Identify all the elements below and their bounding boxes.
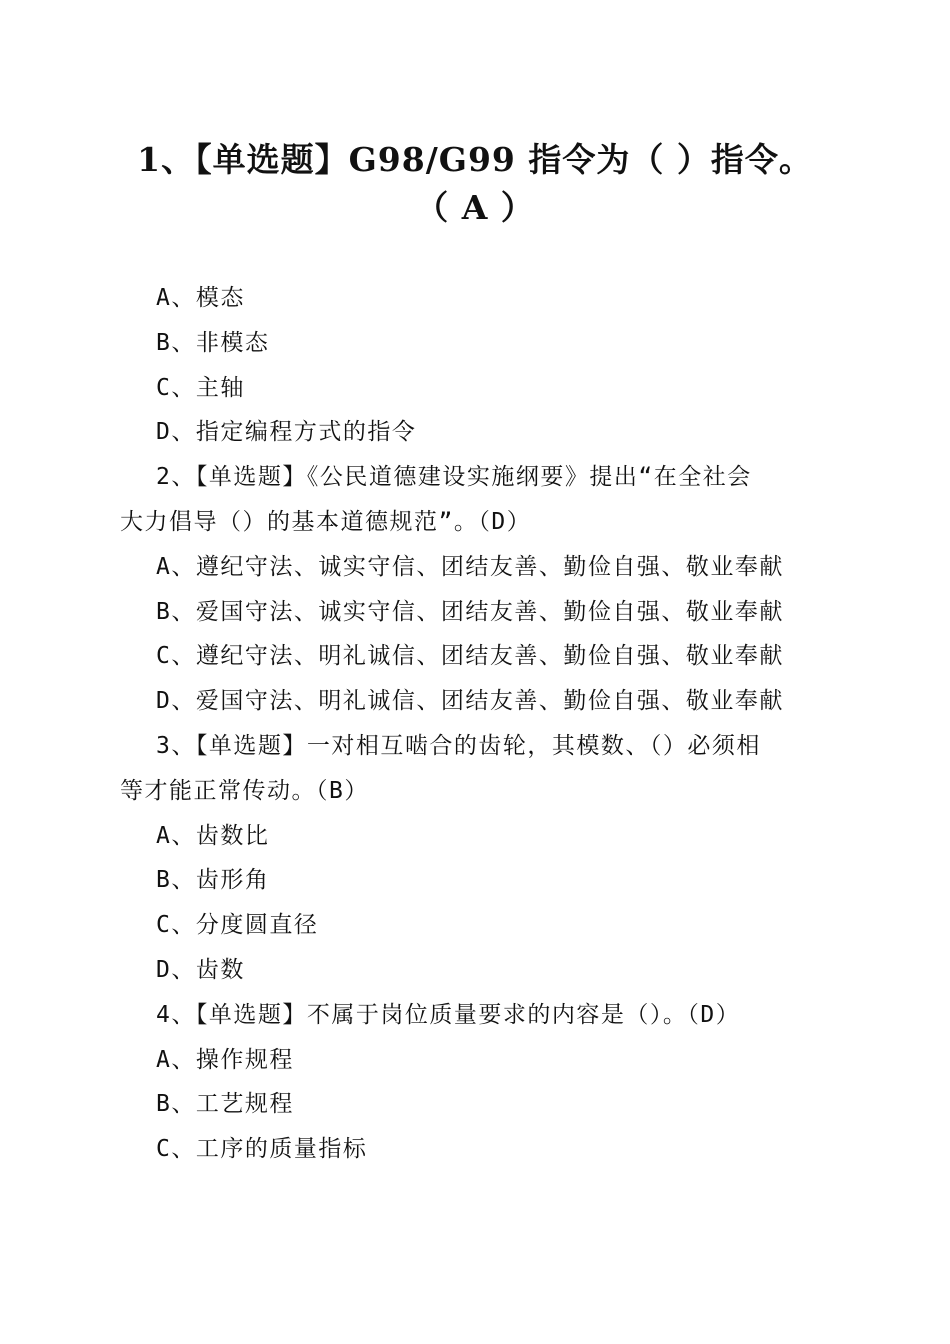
q4-option-a: A、操作规程 [156, 1046, 294, 1073]
q2-option-d: D、爱国守法、明礼诚信、团结友善、勤俭自强、敬业奉献 [156, 688, 784, 715]
q3-option-c: C、分度圆直径 [156, 912, 319, 939]
q2-option-a: A、遵纪守法、诚实守信、团结友善、勤俭自强、敬业奉献 [156, 553, 784, 580]
question-1-stem: 1、【单选题】G98/G99 指令为（ ）指令。 [137, 140, 813, 179]
question-list [120, 276, 835, 1172]
q4-option-b: B、工艺规程 [156, 1091, 294, 1118]
q3-stem-line-1: 3、【单选题】一对相互啮合的齿轮，其模数、（）必须相 [156, 732, 761, 759]
q4-stem-line-1: 4、【单选题】不属于岗位质量要求的内容是（）。（D） [156, 1001, 741, 1028]
q3-stem-line-2: 等才能正常传动。（B） [120, 777, 369, 804]
q1-option-d: D、指定编程方式的指令 [156, 419, 417, 446]
q1-option-b: B、非模态 [156, 329, 270, 356]
q4-option-c: C、工序的质量指标 [156, 1136, 368, 1163]
question-1-heading [100, 136, 850, 232]
q1-option-c: C、主轴 [156, 374, 245, 401]
q2-option-b: B、爱国守法、诚实守信、团结友善、勤俭自强、敬业奉献 [156, 598, 784, 625]
q3-option-a: A、齿数比 [156, 822, 270, 849]
q1-option-a: A、模态 [156, 285, 245, 311]
question-1-answer: （ A ） [415, 188, 535, 227]
q3-option-b: B、齿形角 [156, 867, 270, 894]
q3-option-d: D、齿数 [156, 956, 245, 983]
q2-stem-line-1: 2、【单选题】《公民道德建设实施纲要》提出“在全社会 [156, 464, 752, 491]
q2-stem-line-2: 大力倡导（）的基本道德规范”。（D） [120, 508, 532, 535]
q2-option-c: C、遵纪守法、明礼诚信、团结友善、勤俭自强、敬业奉献 [156, 643, 784, 670]
